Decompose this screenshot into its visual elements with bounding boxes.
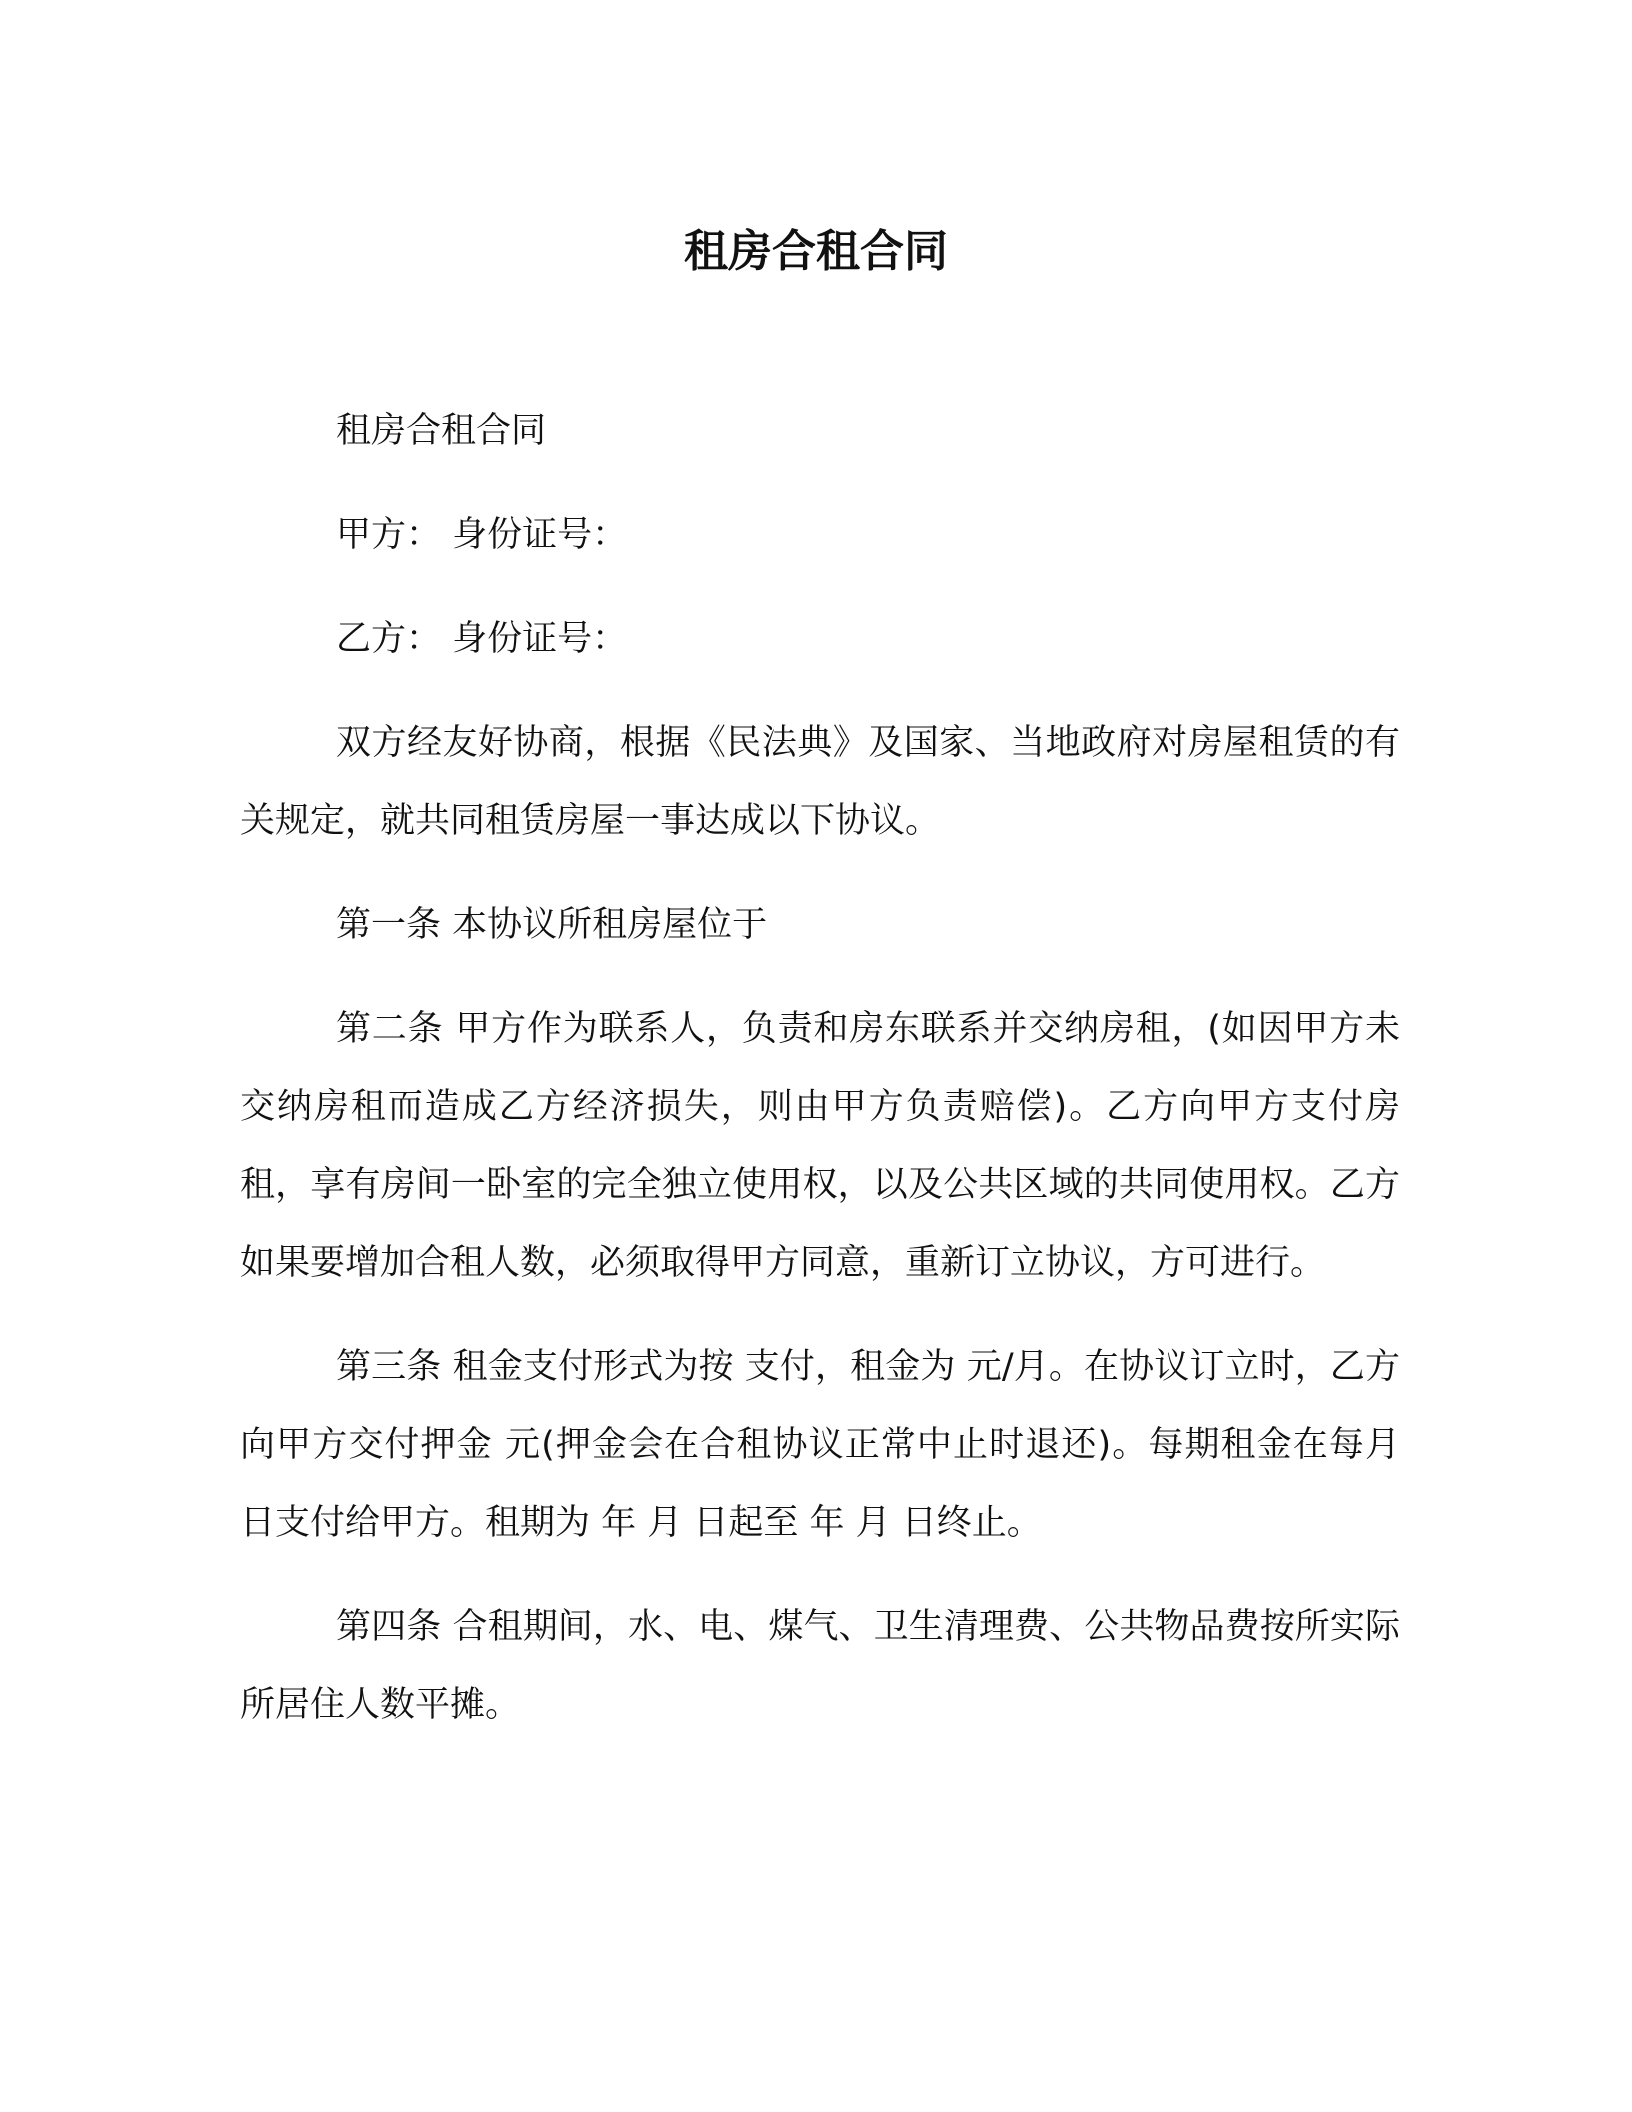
article-4-paragraph: 第四条 合租期间，水、电、煤气、卫生清理费、公共物品费按所实际所居住人数平摊。	[240, 1607, 1400, 1725]
document-body	[240, 392, 1400, 1770]
party-b-paragraph: 乙方： 身份证号：	[336, 619, 628, 659]
article-2-paragraph: 第二条 甲方作为联系人，负责和房东联系并交纳房租，(如因甲方未交纳房租而造成乙方经济损失，则由甲方负责赔偿)。乙方向甲方支付房租，享有房间一卧室的完全独立使用权，以及公共区域的共同使用权。乙方如果要增加合租人数，必须取得甲方同意，重新订立协议，方可进行。	[240, 1009, 1400, 1283]
article-3-paragraph: 第三条 租金支付形式为按 支付，租金为 元/月。在协议订立时，乙方向甲方交付押金 元(押金会在合租协议正常中止时退还)。每期租金在每月 日支付给甲方。租期为 年 月 日起至 年 月 日终止。	[240, 1347, 1400, 1543]
party-a-paragraph: 甲方： 身份证号：	[336, 515, 628, 555]
preamble-paragraph: 双方经友好协商，根据《民法典》及国家、当地政府对房屋租赁的有关规定，就共同租赁房屋一事达成以下协议。	[240, 723, 1400, 841]
document-title: 租房合租合同	[684, 226, 948, 277]
article-1-paragraph: 第一条 本协议所租房屋位于	[336, 905, 768, 945]
subtitle-paragraph: 租房合租合同	[336, 411, 547, 451]
